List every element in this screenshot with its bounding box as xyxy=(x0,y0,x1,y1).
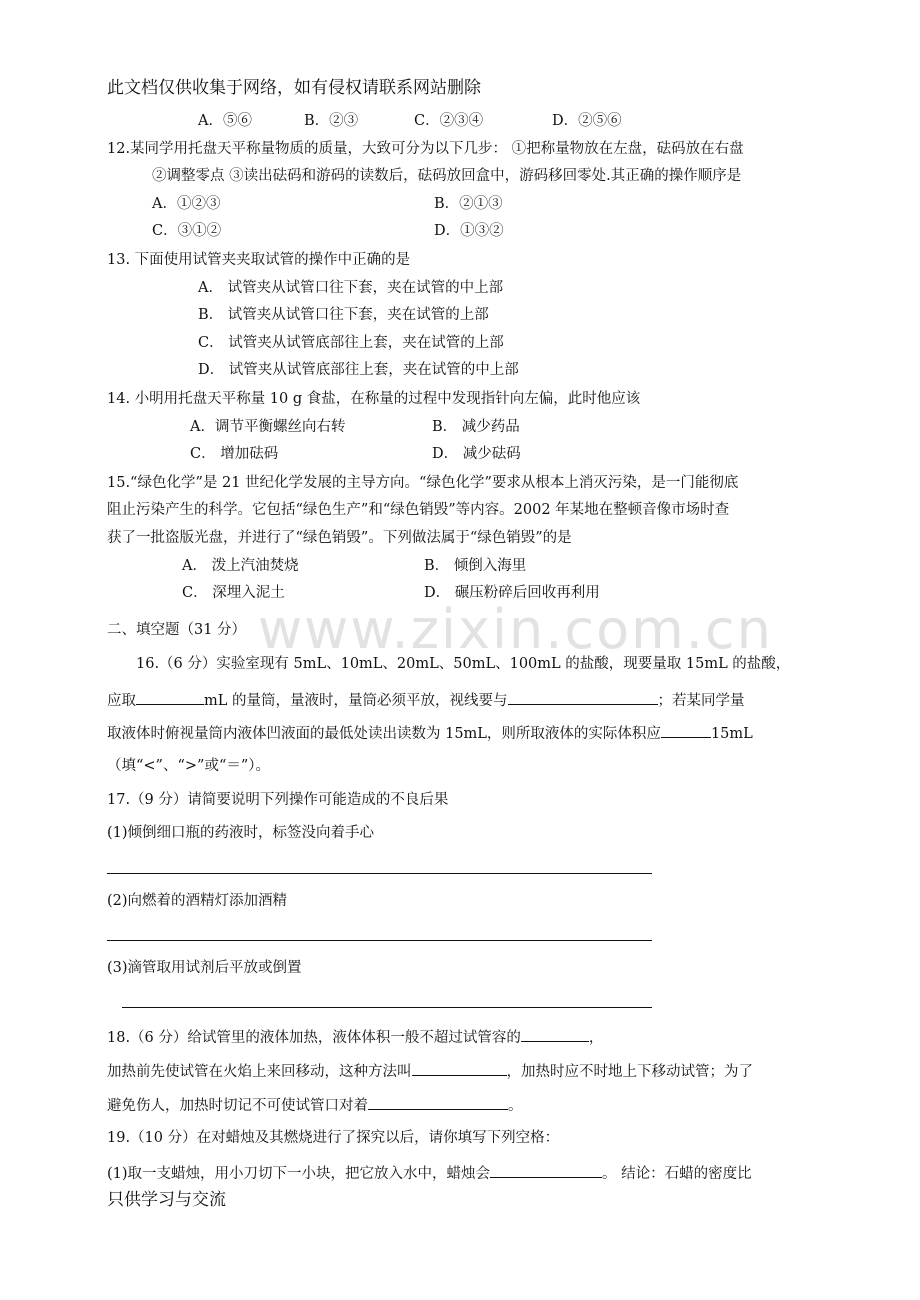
q18-line3 xyxy=(107,1094,523,1116)
q16-line3 xyxy=(107,722,753,744)
q14-stem: 14. 小明用托盘天平称量 10 g 食盐，在称量的过程中发现指针向左偏，此时他应该 xyxy=(107,391,641,407)
q17-answer-line-3[interactable] xyxy=(122,1007,652,1008)
q15-option-b: B． 倾倒入海里 xyxy=(424,558,527,574)
q16-blank-line-of-sight[interactable] xyxy=(508,689,658,705)
q13-option-c: C． 试管夹从试管底部往上套，夹在试管的上部 xyxy=(198,335,504,351)
q18-blank-method[interactable] xyxy=(412,1060,507,1076)
watermark: www.zixin.com.cn xyxy=(258,598,773,661)
q19-line2-text-b: 。 结论：石蜡的密度比 xyxy=(602,1166,752,1182)
q15-stem-line1: 15.“绿色化学”是 21 世纪化学发展的主导方向。“绿色化学”要求从根本上消灭污染，是一门能彻底 xyxy=(107,475,739,491)
q19-stem: 19.（10 分）在对蜡烛及其燃烧进行了探究以后，请你填写下列空格： xyxy=(107,1130,560,1146)
q16-blank-cylinder[interactable] xyxy=(136,689,204,705)
q14-option-a: A．调节平衡螺丝向右转 xyxy=(190,419,346,435)
q18-line1 xyxy=(107,1026,603,1048)
q12-stem-line1: 12.某同学用托盘天平称量物质的质量，大致可分为以下几步： ①把称量物放在左盘，砝码放在右盘 xyxy=(107,141,744,157)
q13-option-b: B． 试管夹从试管口往下套，夹在试管的上部 xyxy=(198,307,489,323)
q18-line3-text-b: 。 xyxy=(508,1098,523,1114)
q16-line3-text-b: 15mL xyxy=(710,726,753,742)
q14-option-b: B． 减少药品 xyxy=(432,419,520,435)
q12-option-b: B．②①③ xyxy=(434,196,503,212)
q18-line3-text-a: 避免伤人，加热时切记不可使试管口对着 xyxy=(107,1098,368,1114)
q13-option-d: D． 试管夹从试管底部往上套，夹在试管的中上部 xyxy=(198,362,519,378)
q17-stem: 17.（9 分）请简要说明下列操作可能造成的不良后果 xyxy=(107,792,449,808)
q17-item-1: (1)倾倒细口瓶的药液时，标签没向着手心 xyxy=(107,825,375,841)
q13-option-a: A． 试管夹从试管口往下套，夹在试管的中上部 xyxy=(198,280,504,296)
q14-option-d: D． 减少砝码 xyxy=(432,446,521,462)
q18-line2-text-b: ，加热时应不时地上下移动试管；为了 xyxy=(506,1064,753,1080)
q15-stem-line3: 获了一批盗版光盘，并进行了“绿色销毁”。下列做法属于“绿色销毁”的是 xyxy=(107,530,572,546)
q19-blank-float[interactable] xyxy=(490,1162,602,1178)
q15-stem-line2: 阻止污染产生的科学。它包括“绿色生产”和“绿色销毁”等内容。2002 年某地在整顿音像市场时查 xyxy=(107,502,730,518)
q19-line2-text-a: (1)取一支蜡烛，用小刀切下一小块，把它放入水中，蜡烛会 xyxy=(107,1166,491,1182)
q18-line1-text-b: ， xyxy=(588,1030,604,1046)
q18-line2-text-a: 加热前先使试管在火焰上来回移动，这种方法叫 xyxy=(107,1064,412,1080)
q16-line2-text-a: 应取 xyxy=(107,693,136,709)
footer-note: 只供学习与交流 xyxy=(107,1190,226,1210)
q17-answer-line-1[interactable] xyxy=(107,873,652,874)
q11-option-a: A．⑤⑥ xyxy=(198,113,252,129)
q17-answer-line-2[interactable] xyxy=(107,940,652,941)
q17-item-2: (2)向燃着的酒精灯添加酒精 xyxy=(107,893,288,909)
q18-line1-text-a: 18.（6 分）给试管里的液体加热，液体体积一般不超过试管容的 xyxy=(107,1030,521,1046)
q17-item-3: (3)滴管取用试剂后平放或倒置 xyxy=(107,960,302,976)
q12-option-d: D．①③② xyxy=(434,223,504,239)
q11-option-d: D．②⑤⑥ xyxy=(552,113,622,129)
section-title-fill-in: 二、填空题（31 分） xyxy=(107,622,247,638)
q19-line2 xyxy=(107,1162,752,1184)
q11-option-b: B．②③ xyxy=(304,113,359,129)
q12-stem-line2: ②调整零点 ③读出砝码和游码的读数后，砝码放回盒中，游码移回零处.其正确的操作顺序是 xyxy=(152,168,742,184)
q13-stem: 13. 下面使用试管夹夹取试管的操作中正确的是 xyxy=(107,252,411,268)
q15-option-c: C． 深埋入泥土 xyxy=(182,585,285,601)
q16-line4: （填“<”、“>”或“＝”）。 xyxy=(107,758,271,774)
q16-line3-text-a: 取液体时俯视量筒内液体凹液面的最低处读出读数为 15mL，则所取液体的实际体积应 xyxy=(107,726,661,742)
q16-line1: 16.（6 分）实验室现有 5mL、10mL、20mL、50mL、100mL 的盐酸，现要量取 15mL 的盐酸， xyxy=(136,656,791,672)
q15-option-a: A． 泼上汽油焚烧 xyxy=(182,558,299,574)
header-note: 此文档仅供收集于网络，如有侵权请联系网站删除 xyxy=(107,78,481,98)
q18-line2 xyxy=(107,1060,753,1082)
q12-option-c: C．③①② xyxy=(152,223,222,239)
q15-option-d: D． 碾压粉碎后回收再利用 xyxy=(424,585,600,601)
q16-line2 xyxy=(107,689,745,711)
q11-option-c: C．②③④ xyxy=(414,113,484,129)
q16-blank-comparison[interactable] xyxy=(661,722,711,738)
q18-blank-direction[interactable] xyxy=(368,1094,508,1110)
q12-option-a: A．①②③ xyxy=(152,196,221,212)
q16-line2-text-b: mL 的量筒，量液时，量筒必须平放，视线要与 xyxy=(204,693,508,709)
q14-option-c: C． 增加砝码 xyxy=(190,446,279,462)
q16-line2-text-c: ；若某同学量 xyxy=(657,693,745,709)
q18-blank-volume[interactable] xyxy=(521,1026,589,1042)
